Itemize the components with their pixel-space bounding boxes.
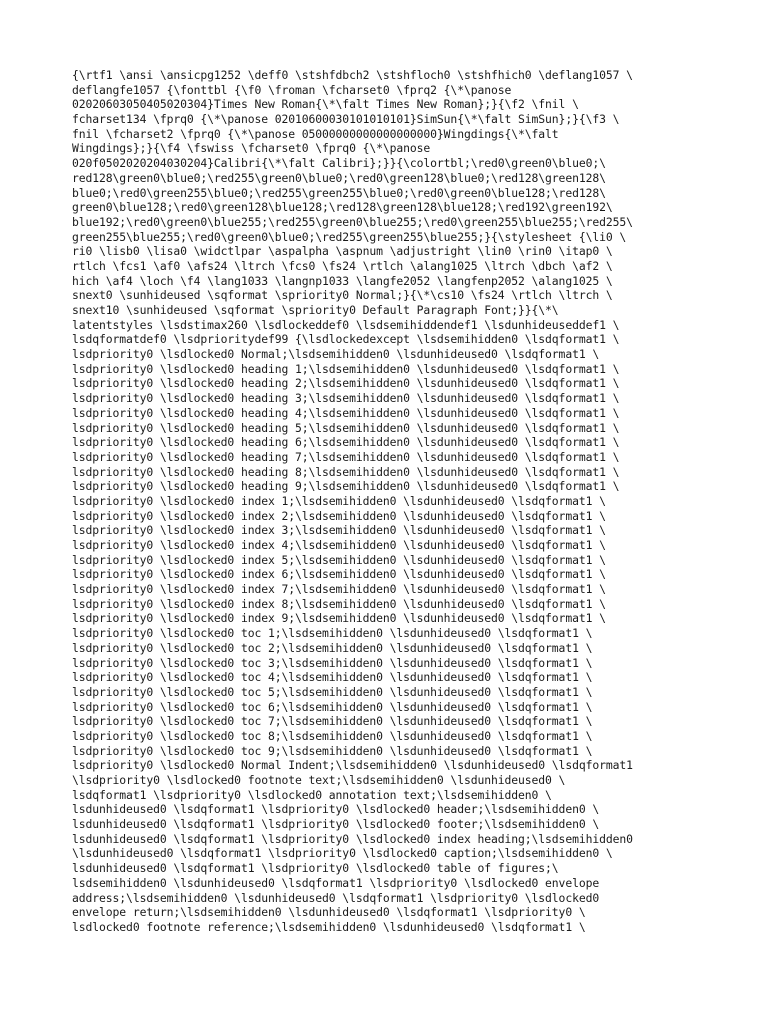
text-line: lsdpriority0 \lsdlocked0 toc 6;\lsdsemihidden0 \lsdunhideused0 \lsdqformat1 \ [72, 699, 593, 714]
text-line: green0\blue128;\red0\green128\blue128;\red128\green128\blue128;\red192\green192\ [72, 200, 613, 215]
text-line: lsdpriority0 \lsdlocked0 index 4;\lsdsemihidden0 \lsdunhideused0 \lsdqformat1 \ [72, 538, 606, 552]
text-line: Wingdings};}{\f4 \fswiss \fcharset0 \fprq0 {\*\panose [72, 141, 431, 156]
text-line: lsdpriority0 \lsdlocked0 Normal Indent;\lsdsemihidden0 \lsdunhideused0 \lsdqformat1 [72, 758, 633, 773]
text-line: \lsdunhideused0 \lsdqformat1 \lsdpriority0 \lsdlocked0 caption;\lsdsemihidden0 \ [72, 846, 613, 861]
text-line: lsdpriority0 \lsdlocked0 heading 7;\lsdsemihidden0 \lsdunhideused0 \lsdqformat1 \ [72, 449, 620, 464]
text-line: lsdqformat1 \lsdpriority0 \lsdlocked0 annotation text;\lsdsemihidden0 \ [72, 787, 552, 802]
text-line: snext10 \sunhideused \sqformat \spriority0 Default Paragraph Font;}}{\*\ [72, 303, 559, 317]
text-line: green255\blue255;\red0\green0\blue0;\red255\green255\blue255;}{\stylesheet {\li0 \ [72, 229, 627, 244]
text-line: lsdpriority0 \lsdlocked0 index 7;\lsdsemihidden0 \lsdunhideused0 \lsdqformat1 \ [72, 582, 606, 597]
text-line: lsdunhideused0 \lsdqformat1 \lsdpriority0 \lsdlocked0 index heading;\lsdsemihidden0 [72, 831, 633, 846]
text-line: lsdpriority0 \lsdlocked0 toc 4;\lsdsemihidden0 \lsdunhideused0 \lsdqformat1 \ [72, 670, 593, 685]
text-line: deflangfe1057 {\fonttbl {\f0 \froman \fcharset0 \fprq2 {\*\panose [72, 82, 512, 97]
text-line: lsdpriority0 \lsdlocked0 heading 8;\lsdsemihidden0 \lsdunhideused0 \lsdqformat1 \ [72, 464, 620, 479]
document-body [72, 68, 712, 935]
text-line: rtlch \fcs1 \af0 \afs24 \ltrch \fcs0 \fs24 \rtlch \alang1025 \ltrch \dbch \af2 \ [72, 258, 613, 273]
text-line: fnil \fcharset2 \fprq0 {\*\panose 05000000000000000000}Wingdings{\*\falt [72, 126, 559, 141]
text-line: lsdpriority0 \lsdlocked0 toc 5;\lsdsemihidden0 \lsdunhideused0 \lsdqformat1 \ [72, 684, 593, 699]
text-line: lsdpriority0 \lsdlocked0 toc 2;\lsdsemihidden0 \lsdunhideused0 \lsdqformat1 \ [72, 640, 593, 655]
text-line: envelope return;\lsdsemihidden0 \lsdunhideused0 \lsdqformat1 \lsdpriority0 \ [72, 905, 586, 920]
text-line: latentstyles \lsdstimax260 \lsdlockeddef0 \lsdsemihiddendef1 \lsdunhideuseddef1 \ [72, 317, 620, 332]
text-line: red128\green0\blue0;\red255\green0\blue0;\red0\green128\blue0;\red128\green128\ [72, 170, 606, 185]
text-line: lsdpriority0 \lsdlocked0 heading 3;\lsdsemihidden0 \lsdunhideused0 \lsdqformat1 \ [72, 391, 620, 406]
text-line: fcharset134 \fprq0 {\*\panose 02010600030101010101}SimSun{\*\falt SimSun};}{\f3 \ [72, 112, 620, 127]
text-line: hich \af4 \loch \f4 \lang1033 \langnp1033 \langfe2052 \langfenp2052 \alang1025 \ [72, 273, 613, 288]
text-line: lsdpriority0 \lsdlocked0 toc 7;\lsdsemihidden0 \lsdunhideused0 \lsdqformat1 \ [72, 714, 593, 729]
text-line: lsdpriority0 \lsdlocked0 heading 2;\lsdsemihidden0 \lsdunhideused0 \lsdqformat1 \ [72, 376, 620, 391]
text-line: lsdpriority0 \lsdlocked0 toc 8;\lsdsemihidden0 \lsdunhideused0 \lsdqformat1 \ [72, 728, 593, 743]
text-line: \lsdpriority0 \lsdlocked0 footnote text;\lsdsemihidden0 \lsdunhideused0 \ [72, 773, 566, 787]
text-line: ri0 \lisb0 \lisa0 \widctlpar \aspalpha \aspnum \adjustright \lin0 \rin0 \itap0 \ [72, 244, 613, 259]
text-line: lsdpriority0 \lsdlocked0 toc 9;\lsdsemihidden0 \lsdunhideused0 \lsdqformat1 \ [72, 743, 593, 758]
text-line: blue0;\red0\green255\blue0;\red255\green255\blue0;\red0\green0\blue128;\red128\ [72, 185, 606, 200]
text-line: lsdqformatdef0 \lsdprioritydef99 {\lsdlockedexcept \lsdsemihidden0 \lsdqformat1 \ [72, 332, 620, 347]
text-line: snext0 \sunhideused \sqformat \spriority0 Normal;}{\*\cs10 \fs24 \rtlch \ltrch \ [72, 288, 613, 303]
text-line: lsdpriority0 \lsdlocked0 heading 5;\lsdsemihidden0 \lsdunhideused0 \lsdqformat1 \ [72, 420, 620, 435]
text-line: address;\lsdsemihidden0 \lsdunhideused0 \lsdqformat1 \lsdpriority0 \lsdlocked0 [72, 890, 600, 905]
text-line: {\rtf1 \ansi \ansicpg1252 \deff0 \stshfdbch2 \stshfloch0 \stshfhich0 \deflang1057 \ [72, 68, 633, 82]
text-line: lsdpriority0 \lsdlocked0 index 3;\lsdsemihidden0 \lsdunhideused0 \lsdqformat1 \ [72, 523, 606, 538]
text-line: lsdpriority0 \lsdlocked0 heading 4;\lsdsemihidden0 \lsdunhideused0 \lsdqformat1 \ [72, 405, 620, 420]
text-line: 02020603050405020304}Times New Roman{\*\falt Times New Roman};}{\f2 \fnil \ [72, 97, 579, 112]
text-line: lsdlocked0 footnote reference;\lsdsemihidden0 \lsdunhideused0 \lsdqformat1 \ [72, 919, 586, 934]
text-line: lsdunhideused0 \lsdqformat1 \lsdpriority0 \lsdlocked0 table of figures;\ [72, 861, 559, 876]
text-line: lsdpriority0 \lsdlocked0 index 8;\lsdsemihidden0 \lsdunhideused0 \lsdqformat1 \ [72, 596, 606, 611]
text-line: lsdpriority0 \lsdlocked0 index 1;\lsdsemihidden0 \lsdunhideused0 \lsdqformat1 \ [72, 493, 606, 508]
text-line: lsdsemihidden0 \lsdunhideused0 \lsdqformat1 \lsdpriority0 \lsdlocked0 envelope [72, 875, 600, 890]
text-line: lsdpriority0 \lsdlocked0 heading 6;\lsdsemihidden0 \lsdunhideused0 \lsdqformat1 \ [72, 435, 620, 450]
text-line: 020f0502020204030204}Calibri{\*\falt Calibri};}}{\colortbl;\red0\green0\blue0;\ [72, 156, 606, 171]
text-line: lsdpriority0 \lsdlocked0 heading 9;\lsdsemihidden0 \lsdunhideused0 \lsdqformat1 \ [72, 479, 620, 494]
text-line: lsdpriority0 \lsdlocked0 heading 1;\lsdsemihidden0 \lsdunhideused0 \lsdqformat1 \ [72, 361, 620, 376]
text-line: lsdunhideused0 \lsdqformat1 \lsdpriority0 \lsdlocked0 footer;\lsdsemihidden0 \ [72, 817, 600, 832]
text-line: lsdunhideused0 \lsdqformat1 \lsdpriority0 \lsdlocked0 header;\lsdsemihidden0 \ [72, 802, 600, 817]
text-line: lsdpriority0 \lsdlocked0 index 6;\lsdsemihidden0 \lsdunhideused0 \lsdqformat1 \ [72, 567, 606, 582]
text-line: lsdpriority0 \lsdlocked0 toc 1;\lsdsemihidden0 \lsdunhideused0 \lsdqformat1 \ [72, 626, 593, 641]
text-line: blue192;\red0\green0\blue255;\red255\green0\blue255;\red0\green255\blue255;\red255\ [72, 214, 633, 229]
text-line: lsdpriority0 \lsdlocked0 index 5;\lsdsemihidden0 \lsdunhideused0 \lsdqformat1 \ [72, 552, 606, 567]
text-line: lsdpriority0 \lsdlocked0 Normal;\lsdsemihidden0 \lsdunhideused0 \lsdqformat1 \ [72, 347, 600, 362]
text-line: lsdpriority0 \lsdlocked0 index 9;\lsdsemihidden0 \lsdunhideused0 \lsdqformat1 \ [72, 611, 606, 626]
text-line: lsdpriority0 \lsdlocked0 index 2;\lsdsemihidden0 \lsdunhideused0 \lsdqformat1 \ [72, 508, 606, 523]
text-line: lsdpriority0 \lsdlocked0 toc 3;\lsdsemihidden0 \lsdunhideused0 \lsdqformat1 \ [72, 655, 593, 670]
